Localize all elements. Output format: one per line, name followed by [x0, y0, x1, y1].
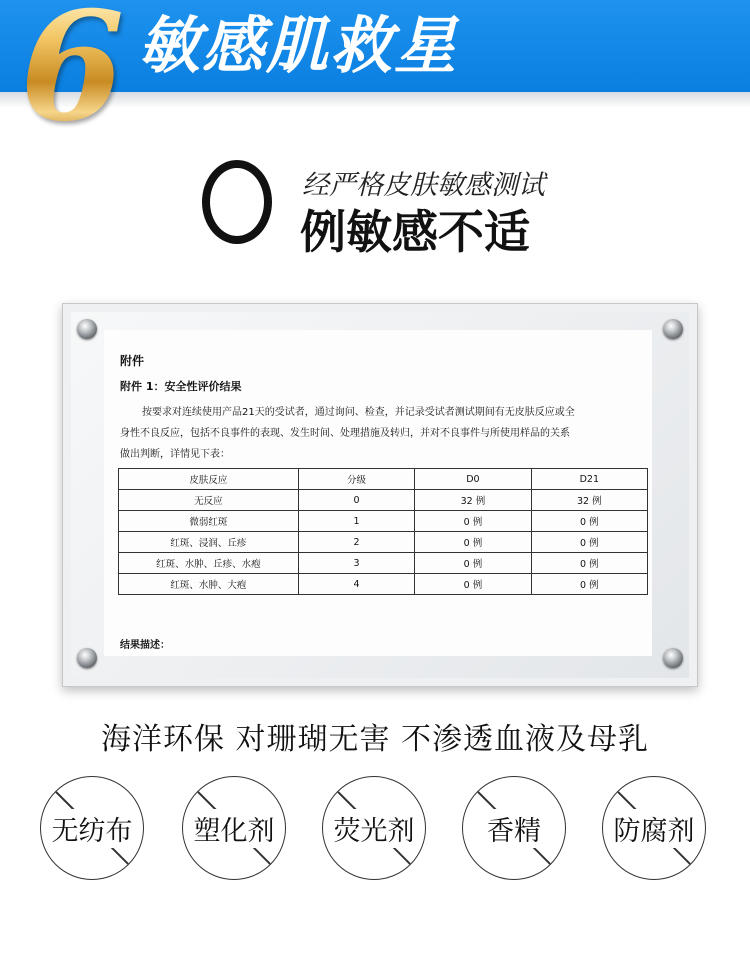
- zero-ring-icon: [202, 160, 272, 244]
- table-header: D21: [531, 469, 647, 490]
- headline-line2: 例敏感不适: [300, 205, 530, 259]
- headline-line1: 经严格皮肤敏感测试: [302, 170, 545, 201]
- test-report-document: [104, 330, 652, 656]
- table-header: 皮肤反应: [119, 469, 299, 490]
- table-cell: 微弱红斑: [119, 511, 299, 532]
- table-cell: 4: [298, 574, 414, 595]
- table-cell: 2: [298, 532, 414, 553]
- table-cell: 32 例: [531, 490, 647, 511]
- table-cell: 0 例: [531, 574, 647, 595]
- table-row: [119, 490, 648, 511]
- table-cell: 0 例: [531, 532, 647, 553]
- screw-icon: [663, 648, 683, 668]
- table-row: [119, 553, 648, 574]
- badge-label: 荧光剂: [333, 809, 416, 848]
- doc-result-label: 结果描述：: [120, 640, 170, 651]
- table-row: [119, 511, 648, 532]
- table-cell: 0: [298, 490, 414, 511]
- doc-paragraph: [120, 402, 650, 465]
- table-cell: 红斑、水肿、大疱: [119, 574, 299, 595]
- badge-label: 塑化剂: [193, 809, 276, 848]
- badge-label: 防腐剂: [613, 809, 696, 848]
- table-cell: 0 例: [415, 574, 531, 595]
- table-cell: 0 例: [415, 532, 531, 553]
- doc-paragraph-line: 按要求对连续使用产品21天的受试者，通过询问、检查，并记录受试者测试期间有无皮肤反应或全: [142, 407, 575, 418]
- table-cell: 无反应: [119, 490, 299, 511]
- table-cell: 0 例: [415, 511, 531, 532]
- table-cell: 红斑、水肿、丘疹、水疱: [119, 553, 299, 574]
- doc-paragraph-line: 做出判断，详情见下表：: [120, 449, 230, 460]
- table-header-row: [119, 469, 648, 490]
- no-fragrance-badge: [462, 776, 566, 880]
- table-cell: 3: [298, 553, 414, 574]
- table-cell: 0 例: [531, 553, 647, 574]
- table-header: 分级: [298, 469, 414, 490]
- results-table: [118, 468, 648, 595]
- badge-label: 无纺布: [51, 809, 134, 848]
- no-fluorescent-badge: [322, 776, 426, 880]
- tagline: 海洋环保 对珊瑚无害 不渗透血液及母乳: [100, 722, 650, 757]
- no-preservative-badge: [602, 776, 706, 880]
- badge-label: 香精: [486, 809, 542, 848]
- screw-icon: [77, 319, 97, 339]
- no-nonwoven-badge: [40, 776, 144, 880]
- table-cell: 0 例: [531, 511, 647, 532]
- table-cell: 1: [298, 511, 414, 532]
- table-row: [119, 574, 648, 595]
- screw-icon: [77, 648, 97, 668]
- acrylic-frame: [62, 303, 698, 687]
- banner-title: 敏感肌救星: [138, 9, 459, 82]
- table-cell: 32 例: [415, 490, 531, 511]
- table-cell: 0 例: [415, 553, 531, 574]
- screw-icon: [663, 319, 683, 339]
- table-row: [119, 532, 648, 553]
- table-cell: 红斑、浸润、丘疹: [119, 532, 299, 553]
- doc-heading: 附件: [120, 354, 145, 368]
- doc-paragraph-line: 身性不良反应，包括不良事件的表现、发生时间、处理措施及转归，并对不良事件与所使用样品的关系: [120, 428, 570, 439]
- section-number: 6: [20, 0, 124, 142]
- doc-subheading: 附件 1：安全性评价结果: [120, 380, 242, 393]
- table-header: D0: [415, 469, 531, 490]
- no-plasticizer-badge: [182, 776, 286, 880]
